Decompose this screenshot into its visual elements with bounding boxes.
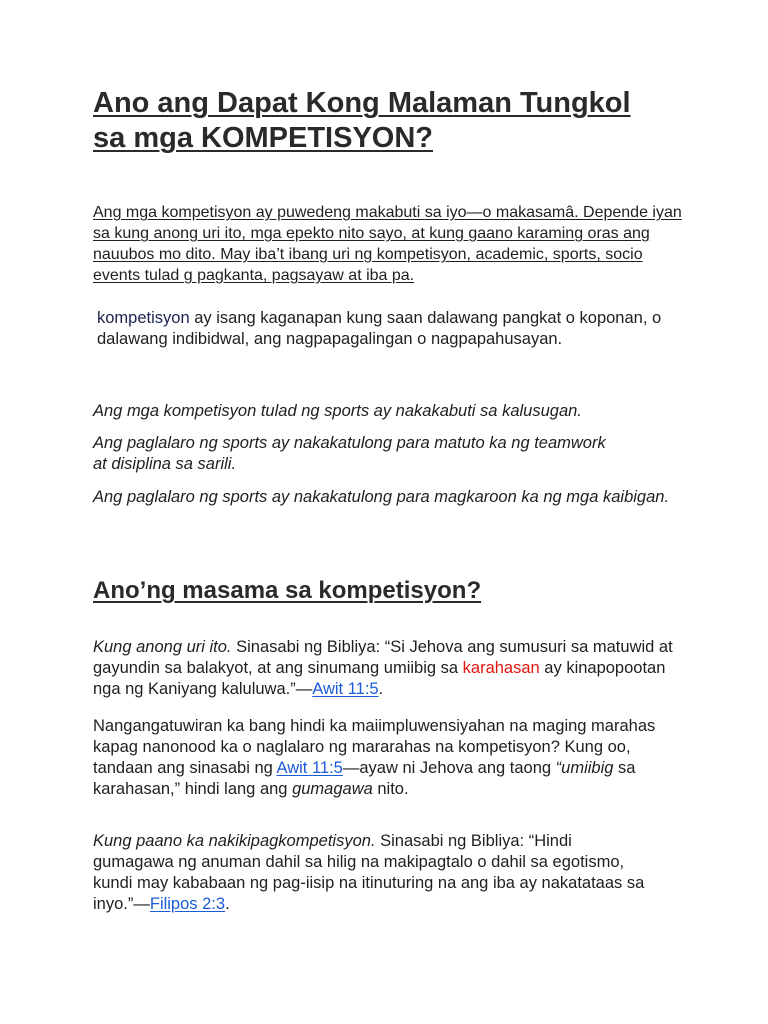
p3-lead: Kung paano ka nakikipagkompetisyon. [93, 832, 376, 850]
benefit-2: Ang paglalaro ng sports ay nakakatulong para matuto ka ng teamwork at disiplina sa sarili. [93, 434, 606, 473]
main-heading: Ano ang Dapat Kong Malaman Tungkol sa mga KOMPETISYON? [93, 87, 631, 154]
benefit-1: Ang mga kompetisyon tulad ng sports ay nakakabuti sa kalusugan. [93, 402, 582, 420]
p2-italic-b: gumagawa [292, 780, 373, 798]
p2-text-c: sa karahasan,” hindi lang ang [93, 759, 636, 798]
filipos-link[interactable]: Filipos 2:3 [149, 895, 226, 913]
p1-lead: Kung anong uri ito. [93, 638, 232, 656]
definition-text: ay isang kaganapan kung saan dalawang pangkat o koponan, o dalawang indibidwal, ang nagpapagalingan o nagpapahusayan. [97, 309, 662, 348]
p1-red-word: karahasan [462, 659, 540, 677]
p2-text-a: Nangangatuwiran ka bang hindi ka maiimpluwensiyahan na maging marahas kapag nanonood ka o naglalaro ng mararahas na kompetisyon? Kung oo, tandaan ang sinasabi ng [93, 717, 656, 777]
p2-italic-a: “umiibig [555, 759, 614, 777]
p2-end: nito. [372, 780, 409, 798]
p3-text-a: Sinasabi ng Bibliya: “Hindi gumagawa ng anuman dahil sa hilig na makipagtalo o dahil sa egotismo, kundi may kababaan ng pag-iisip na itinuturing na ang iba ay nakatataas sa inyo.”— [93, 832, 645, 913]
p3-end: . [225, 895, 230, 913]
definition-keyword: kompetisyon [97, 309, 190, 327]
p2-text-b: —ayaw ni Jehova ang taong [342, 759, 556, 777]
p1-text-a: Sinasabi ng Bibliya: “Si Jehova ang sumusuri sa matuwid at gayundin sa balakyot, at ang sinumang umiibig sa [93, 638, 673, 677]
benefit-3: Ang paglalaro ng sports ay nakakatulong para magkaroon ka ng mga kaibigan. [93, 488, 670, 506]
paragraph-influence [93, 716, 673, 800]
definition-paragraph [97, 308, 687, 350]
bad-heading: Ano’ng masama sa kompetisyon? [93, 577, 482, 604]
paragraph-humility [93, 831, 653, 915]
awit-link-1[interactable]: Awit 11:5 [312, 680, 379, 698]
p1-text-b: ay kinapopootan nga ng Kaniyang kaluluwa.”— [93, 659, 666, 698]
awit-link-2[interactable]: Awit 11:5 [276, 759, 343, 777]
paragraph-violence [93, 637, 673, 700]
intro-paragraph: Ang mga kompetisyon ay puwedeng makabuti sa iyo—o makasamâ. Depende iyan sa kung anong uri ito, mga epekto nito sayo, at kung gaano karaming oras ang nauubos mo dito. May iba’t ibang uri ng kompetisyon, academic, sports, socio events tulad g pagkanta, pagsayaw at iba pa. [93, 204, 682, 284]
p1-end: . [378, 680, 384, 698]
